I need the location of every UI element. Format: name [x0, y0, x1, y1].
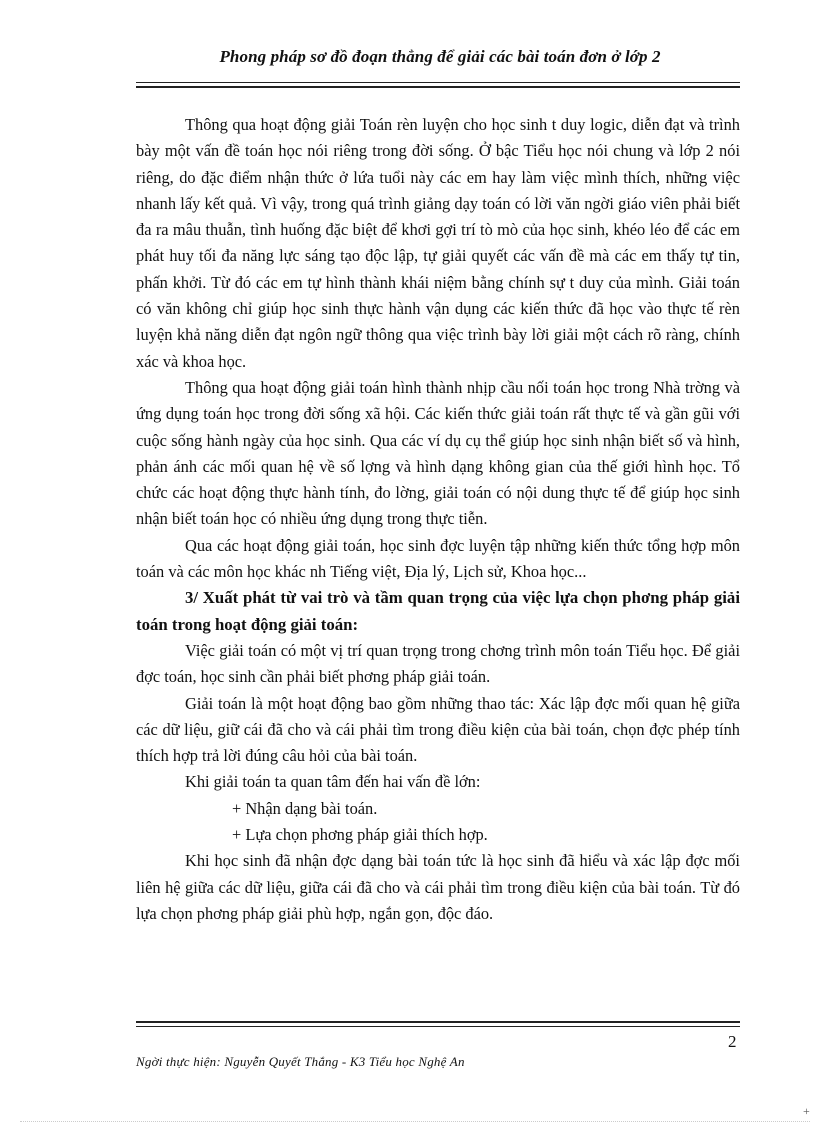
author-footer: Ngời thực hiện: Nguyễn Quyết Thắng - K3 Tiểu học Nghệ An [136, 1054, 465, 1069]
paragraph: Việc giải toán có một vị trí quan trọng trong chơng trình môn toán Tiểu học. Để giải đợc toán, học sinh cần phải biết phơng pháp giải toán. [136, 640, 740, 687]
paragraph: Qua các hoạt động giải toán, học sinh đợc luyện tập những kiến thức tổng hợp môn toán và các môn học khác nh Tiếng việt, Địa lý, Lịch sử, Khoa học... [136, 535, 740, 582]
running-header: Phong pháp sơ đồ đoạn thẳng để giải các bài toán đơn ở lớp 2 [219, 47, 661, 66]
header-rule-thick [136, 86, 740, 88]
page-body [136, 112, 740, 927]
paragraph: Giải toán là một hoạt động bao gồm những thao tác: Xác lập đợc mối quan hệ giữa các dữ liệu, giữ cái đã cho và cái phải tìm trong điều kiện của bài toán, chọn đợc phép tính thích hợp trả lời đúng câu hỏi của bài toán. [136, 693, 740, 766]
section-heading: 3/ Xuất phát từ vai trò và tầm quan trọng của việc lựa chọn phơng pháp giải toán trong hoạt động giải toán: [136, 588, 740, 634]
footer-rule-thin [136, 1026, 740, 1027]
paragraph: Khi học sinh đã nhận đợc dạng bài toán tức là học sinh đã hiểu và xác lập đợc mối liên hệ giữa các dữ liệu, giữa cái đã cho và cái phải tìm trong điều kiện của bài toán. Từ đó lựa chọn phơng pháp giải phù hợp, ngắn gọn, độc đáo. [136, 851, 740, 923]
header-rule-thin [136, 82, 740, 83]
page-bottom-divider [20, 1121, 810, 1122]
list-item: + Nhận dạng bài toán. [232, 798, 378, 818]
footer-rule-thick [136, 1021, 740, 1023]
corner-mark: + [803, 1104, 810, 1118]
list-item: + Lựa chọn phơng pháp giải thích hợp. [232, 825, 488, 845]
paragraph: Khi giải toán ta quan tâm đến hai vấn đề lớn: [185, 772, 481, 792]
page-number: 2 [728, 1032, 737, 1051]
paragraph: Thông qua hoạt động giải toán hình thành nhịp cầu nối toán học trong Nhà trờng và ứng dụng toán học trong đời sống xã hội. Các kiến thức giải toán rất thực tế và gần gũi với cuộc sống hành ngày của học sinh. Qua các ví dụ cụ thể giúp học sinh nhận biết số và hình, phản ánh các mối quan hệ về số lợng và hình dạng không gian của thế giới hình học. Tổ chức các hoạt động thực hành tính, đo lờng, giải toán có nội dung thực tế để giúp học sinh nhận biết toán học có nhiều ứng dụng trong thực tiễn. [136, 377, 740, 529]
paragraph: Thông qua hoạt động giải Toán rèn luyện cho học sinh t duy logic, diễn đạt và trình bày một vấn đề toán học nói riêng trong đời sống. Ở bậc Tiểu học nói chung và lớp 2 nói riêng, do đặc điểm nhận thức ở lứa tuổi này các em hay làm việc mình thích, những việc nhanh lấy kết quả. Vì vậy, trong quá trình giảng dạy toán có lời văn ngời giáo viên phải biết đa ra mâu thuẫn, tình huống đặc biệt để khơi gợi trí tò mò của học sinh, khéo léo để các em phát huy tối đa năng lực sáng tạo độc lập, tự giải quyết các vấn đề mà các em thấy tự tin, phấn khởi. Từ đó các em tự hình thành khái niệm bằng chính sự t duy của mình. Giải toán có văn không chỉ giúp học sinh thực hành vận dụng các kiến thức đã học vào thực tế rèn luyện khả năng diễn đạt ngôn ngữ thông qua việc trình bày lời giải một cách rõ ràng, chính xác và khoa học. [136, 115, 740, 371]
